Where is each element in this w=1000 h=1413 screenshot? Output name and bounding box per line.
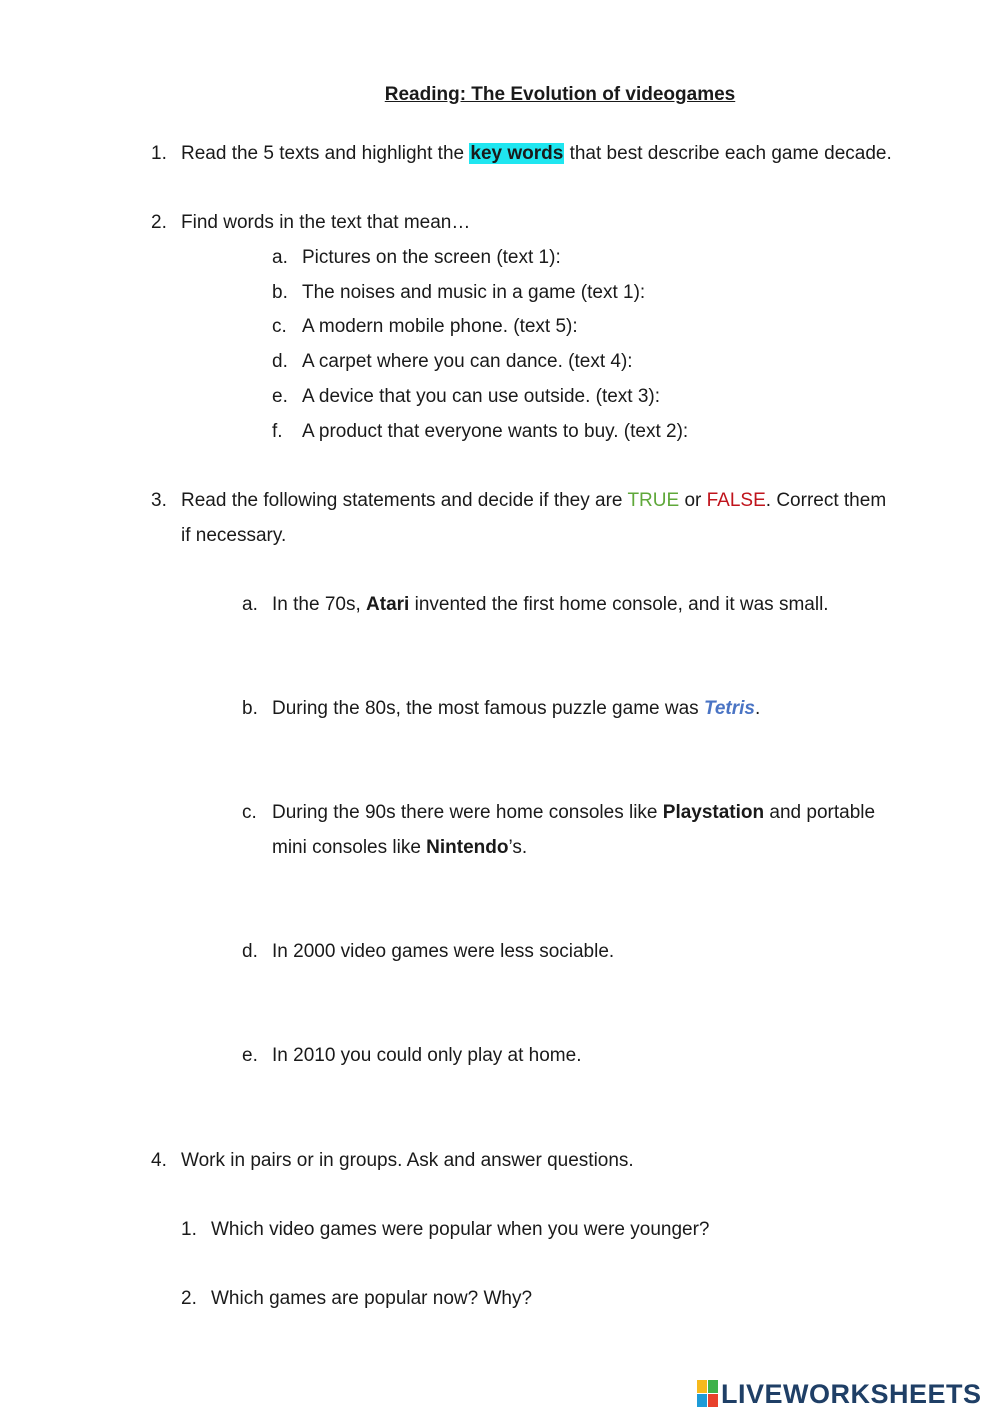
- q3-statement-c-line2: [272, 836, 527, 860]
- true-word: TRUE: [627, 490, 680, 511]
- q3-text-before: Read the following statements and decide if they are: [181, 490, 628, 511]
- nintendo-bold: Nintendo: [426, 837, 509, 858]
- q3-text-after: . Correct them: [765, 490, 887, 511]
- playstation-bold: Playstation: [662, 802, 765, 823]
- q2-item-letter: d.: [272, 351, 288, 372]
- liveworksheets-logo: [697, 1376, 982, 1412]
- q2-item-text: A carpet where you can dance. (text 4):: [302, 351, 633, 372]
- q3-statement-d: In 2000 video games were less sociable.: [272, 941, 615, 962]
- q4-item-number: 1.: [181, 1219, 197, 1240]
- q2-item-text: Pictures on the screen (text 1):: [302, 247, 561, 268]
- q3-statement-letter: a.: [242, 594, 258, 615]
- q3-statement-e: In 2010 you could only play at home.: [272, 1045, 582, 1066]
- q2-item-letter: f.: [272, 421, 283, 442]
- q4-item-text: Which video games were popular when you were younger?: [211, 1219, 710, 1240]
- page-title: Reading: The Evolution of videogames: [384, 84, 736, 105]
- q1-number: 1.: [151, 143, 167, 164]
- q2-number: 2.: [151, 212, 167, 233]
- tetris-italic: Tetris: [703, 698, 755, 719]
- q3-text: [181, 489, 886, 513]
- statement-text: ’s.: [508, 837, 528, 858]
- statement-text: mini consoles like: [272, 837, 427, 858]
- q3-text-line2: if necessary.: [181, 525, 287, 546]
- q3-number: 3.: [151, 490, 167, 511]
- q2-item-text: A modern mobile phone. (text 5):: [302, 316, 578, 337]
- q2-item-text: The noises and music in a game (text 1):: [302, 282, 646, 303]
- q4-item-text: Which games are popular now? Why?: [211, 1288, 533, 1309]
- q3-statement-letter: b.: [242, 698, 258, 719]
- q2-item-letter: a.: [272, 247, 288, 268]
- q1-text-after: that best describe each game decade.: [564, 143, 892, 164]
- q2-item-text: A device that you can use outside. (text 3):: [302, 386, 661, 407]
- q3-statement-a: [272, 593, 829, 617]
- q2-item-letter: c.: [272, 316, 287, 337]
- q3-statement-b: [272, 697, 760, 721]
- q3-text-mid: or: [679, 490, 707, 511]
- atari-bold: Atari: [366, 594, 410, 615]
- statement-text: .: [754, 698, 761, 719]
- q4-number: 4.: [151, 1150, 167, 1171]
- statement-text: During the 80s, the most famous puzzle game was: [272, 698, 704, 719]
- false-word: FALSE: [706, 490, 766, 511]
- liveworksheets-logo-icon: [697, 1380, 719, 1408]
- liveworksheets-logo-text: LIVEWORKSHEETS: [721, 1378, 982, 1409]
- statement-text: and portable: [764, 802, 876, 823]
- q2-item-text: A product that everyone wants to buy. (text 2):: [302, 421, 689, 442]
- q1-text-before: Read the 5 texts and highlight the: [181, 143, 470, 164]
- q4-text: Work in pairs or in groups. Ask and answer questions.: [181, 1150, 634, 1171]
- q3-statement-letter: d.: [242, 941, 258, 962]
- q2-text: Find words in the text that mean…: [181, 212, 471, 233]
- q1-text: [181, 142, 892, 166]
- q3-statement-letter: c.: [242, 802, 257, 823]
- q3-statement-c: [272, 801, 875, 825]
- q3-statement-letter: e.: [242, 1045, 258, 1066]
- q2-item-letter: b.: [272, 282, 288, 303]
- key-words-highlight: key words: [470, 143, 564, 164]
- statement-text: invented the first home console, and it was small.: [409, 594, 829, 615]
- statement-text: In the 70s,: [272, 594, 367, 615]
- q2-item-letter: e.: [272, 386, 288, 407]
- q4-item-number: 2.: [181, 1288, 197, 1309]
- statement-text: During the 90s there were home consoles like: [272, 802, 663, 823]
